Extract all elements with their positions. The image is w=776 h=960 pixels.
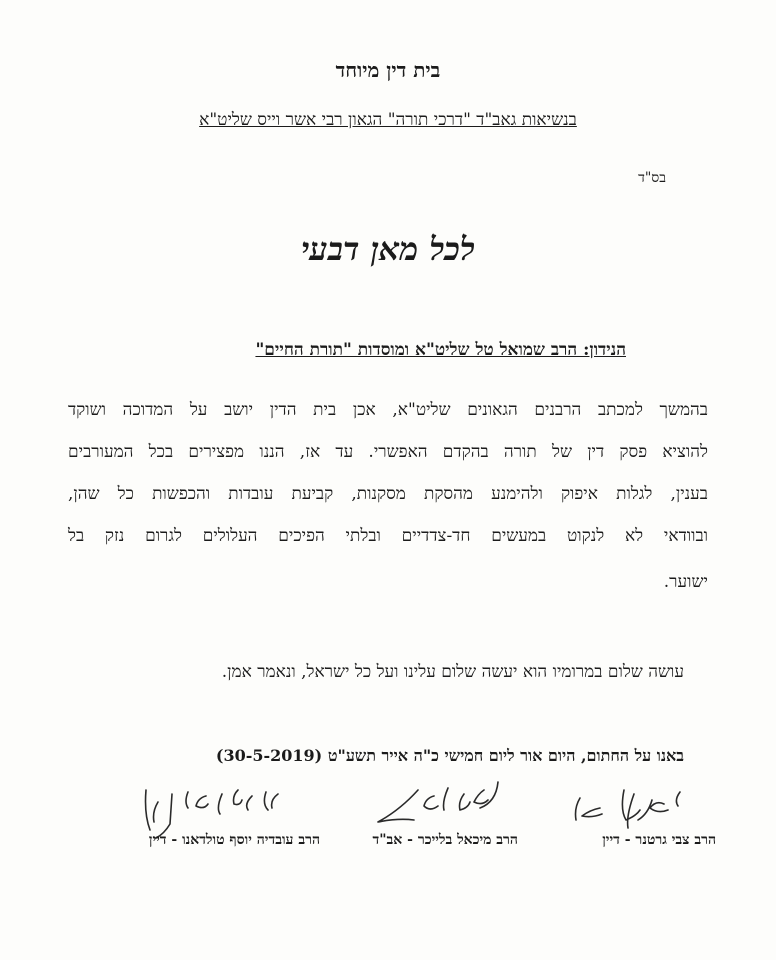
body-line: בענין, לגלות איפוק ולהימנע מהסקת מסקנות, קביעת עובדות והכפשות כל שהן,: [68, 484, 708, 504]
greeting-title: לכל מאן דבעי: [300, 230, 476, 268]
signed-date-line: באנו על החתום, היום אור ליום חמישי כ"ה אייר תשע"ט (30-5-2019): [215, 746, 684, 765]
signatory-bleicher: הרב מיכאל בלייכר - אב"ד: [372, 832, 518, 848]
signatory-gertner: הרב צבי גרטנר - דיין: [602, 832, 716, 848]
signature-gertner: [560, 780, 700, 840]
body-line: ישוער.: [663, 572, 708, 592]
body-line: להוציא פסק דין של תורה בהקדם האפשרי. עד אז, הננו מפצירים בכל המעורבים: [68, 442, 708, 462]
body-line: בהמשך למכתב הרבנים הגאונים שליט"א, אכן בית הדין יושב על המדוכה ושוקד: [68, 400, 708, 420]
body-line: ובוודאי לא לנקוט במעשים חד-צדדיים ובלתי הפיכים העלולים לגרום נזק בל: [68, 526, 708, 546]
court-name: בית דין מיוחד: [335, 58, 441, 82]
subject-line: הנידון: הרב שמואל טל שליט"א ומוסדות "תורת החיים": [255, 340, 626, 360]
presidency-line: בנשיאות גאב"ד "דרכי תורה" הגאון רבי אשר וייס שליט"א: [199, 110, 577, 130]
signature-bleicher: [368, 776, 518, 838]
bsd-mark: בס"ד: [638, 170, 666, 186]
signatory-toledano: הרב עובדיה יוסף טולדאנו - דיין: [148, 832, 320, 848]
blessing-line: עושה שלום במרומיו הוא יעשה שלום עלינו ועל כל ישראל, ונאמר אמן.: [221, 662, 684, 682]
